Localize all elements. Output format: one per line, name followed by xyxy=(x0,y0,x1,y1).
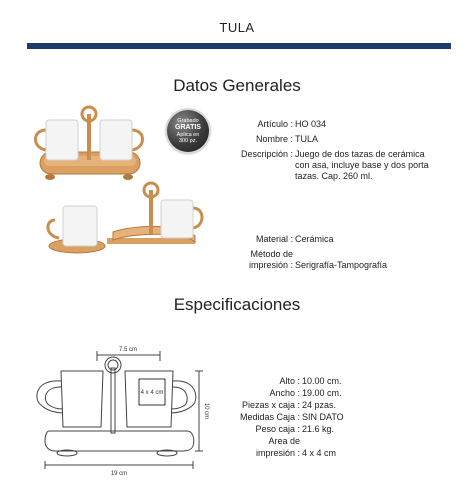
name-row xyxy=(230,134,445,145)
dim-print-area: 4 x 4 cm xyxy=(140,390,164,396)
section-title-general: Datos Generales xyxy=(173,76,301,95)
section-title-specs: Especificaciones xyxy=(173,295,301,314)
method-value: Serigrafía-Tampografía xyxy=(295,260,388,270)
name-label: Nombre : xyxy=(255,134,293,144)
description-label: Descripción : xyxy=(240,149,293,159)
spec-row xyxy=(212,423,344,435)
method-label: Método de impresión : xyxy=(248,249,293,270)
method-row xyxy=(230,249,387,271)
article-label: Artículo : xyxy=(257,119,293,129)
specs-list xyxy=(212,375,344,459)
spec-value: 19.00 cm. xyxy=(302,388,342,398)
product-photo-angle xyxy=(45,180,205,262)
print-area-value: 4 x 4 cm xyxy=(302,448,337,458)
description-row xyxy=(230,149,445,182)
description-value: Juego de dos tazas de cerámica con asa, incluye base y dos porta tazas. Cap. 260 ml. xyxy=(295,149,429,181)
spec-row xyxy=(212,375,344,387)
spec-label: Medidas Caja : xyxy=(239,412,300,422)
general-data-list xyxy=(230,119,445,182)
spec-value: 10.00 cm. xyxy=(302,376,342,386)
free-engraving-badge: Grabado GRATIS Aplica en 300 pz. xyxy=(167,110,209,152)
spec-label: Alto : xyxy=(279,376,300,386)
print-area-label: Area de impresión : xyxy=(255,436,300,458)
spec-value: SIN DATO xyxy=(302,412,344,422)
spec-row xyxy=(212,387,344,399)
header-bar xyxy=(27,43,451,49)
spec-value: 21.6 kg. xyxy=(302,424,335,434)
print-area-row xyxy=(212,435,344,459)
material-row xyxy=(230,234,387,245)
name-value: TULA xyxy=(295,134,319,144)
spec-label: Piezas x caja : xyxy=(241,400,300,410)
technical-drawing xyxy=(27,343,207,478)
article-row xyxy=(230,119,445,130)
dim-height: 10 cm xyxy=(203,402,209,420)
spec-label: Ancho : xyxy=(269,388,300,398)
spec-row xyxy=(212,411,344,423)
spec-value: 24 pzas. xyxy=(302,400,337,410)
material-value: Cerámica xyxy=(295,234,334,244)
page-title: TULA xyxy=(219,20,255,35)
product-photo-front xyxy=(30,102,148,182)
article-value: HO 034 xyxy=(295,119,327,129)
material-label: Material : xyxy=(255,234,293,244)
spec-row xyxy=(212,399,344,411)
dim-width-top: 7.5 cm xyxy=(118,347,138,353)
dim-width-bottom: 19 cm xyxy=(110,471,128,477)
material-list xyxy=(230,234,387,271)
spec-label: Peso caja : xyxy=(255,424,300,434)
